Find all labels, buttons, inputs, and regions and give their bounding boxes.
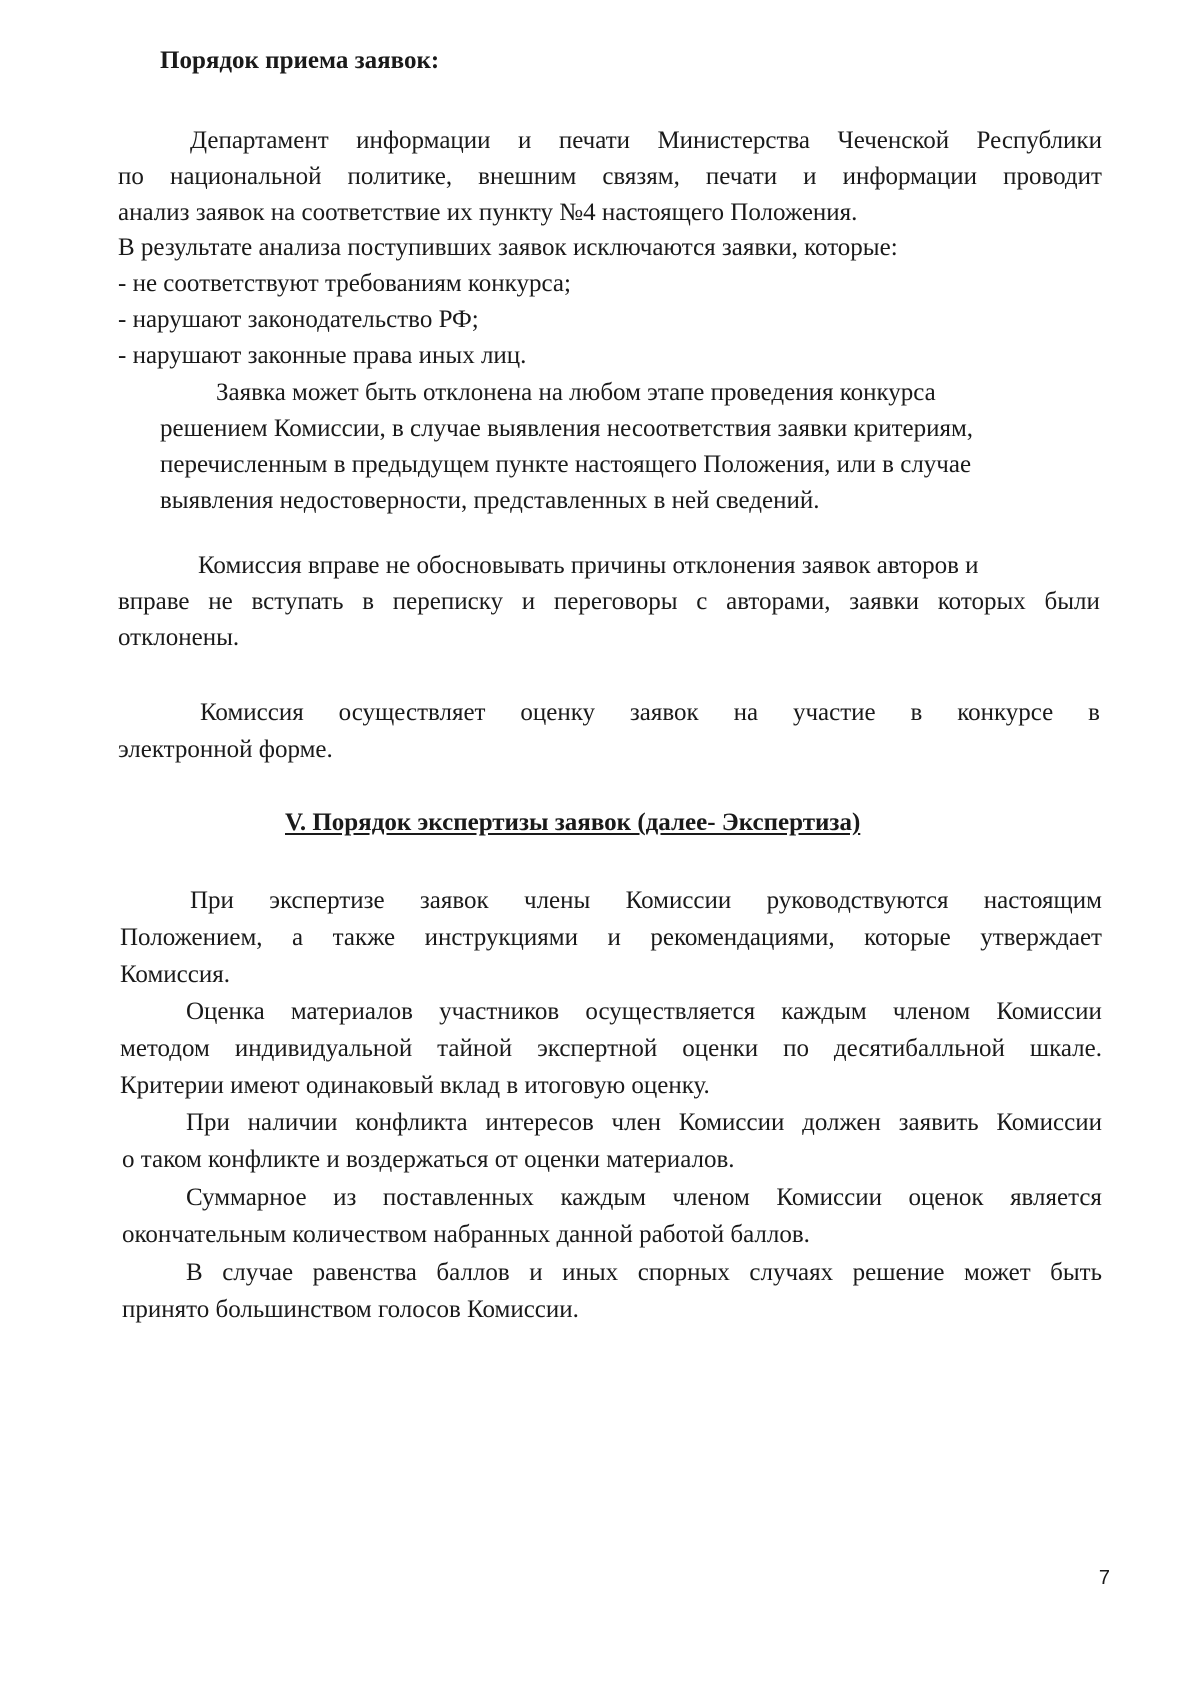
list-item: - нарушают законные права иных лиц. xyxy=(118,342,527,369)
paragraph-line: Положением, а также инструкциями и рекомендациями, которые утверждает xyxy=(120,924,1102,951)
paragraph-line: отклонены. xyxy=(118,624,240,651)
paragraph-line: Критерии имеют одинаковый вклад в итоговую оценку. xyxy=(120,1072,710,1099)
paragraph-line: методом индивидуальной тайной экспертной оценки по десятибалльной шкале. xyxy=(120,1035,1102,1062)
paragraph-line: электронной форме. xyxy=(118,736,333,763)
paragraph-line: При экспертизе заявок члены Комиссии руководствуются настоящим xyxy=(190,887,1102,914)
section-heading-expertise: V. Порядок экспертизы заявок (далее- Экспертиза) xyxy=(285,809,861,836)
paragraph-line: окончательным количеством набранных данной работой баллов. xyxy=(122,1221,810,1248)
paragraph-line: вправе не вступать в переписку и переговоры с авторами, заявки которых были xyxy=(118,588,1100,615)
paragraph-line: При наличии конфликта интересов член Комиссии должен заявить Комиссии xyxy=(186,1109,1102,1136)
list-item: - нарушают законодательство РФ; xyxy=(118,306,479,333)
section-heading-intake: Порядок приема заявок: xyxy=(160,47,440,74)
paragraph-line: решением Комиссии, в случае выявления несоответствия заявки критериям, xyxy=(160,415,974,442)
paragraph-line: о таком конфликте и воздержаться от оценки материалов. xyxy=(122,1146,735,1173)
paragraph-line: В случае равенства баллов и иных спорных случаях решение может быть xyxy=(186,1259,1102,1286)
paragraph-line: Комиссия вправе не обосновывать причины отклонения заявок авторов и xyxy=(198,552,979,579)
paragraph-line: Суммарное из поставленных каждым членом Комиссии оценок является xyxy=(186,1184,1102,1211)
paragraph-line: по национальной политике, внешним связям, печати и информации проводит xyxy=(118,163,1102,190)
paragraph-line: Заявка может быть отклонена на любом этапе проведения конкурса xyxy=(216,379,936,406)
paragraph-line: анализ заявок на соответствие их пункту №4 настоящего Положения. xyxy=(118,199,858,226)
page-number: 7 xyxy=(1098,1567,1110,1589)
paragraph-line: выявления недостоверности, представленных в ней сведений. xyxy=(160,487,820,514)
list-item: - не соответствуют требованиям конкурса; xyxy=(118,270,571,297)
paragraph-line: принято большинством голосов Комиссии. xyxy=(122,1296,579,1323)
paragraph-line: В результате анализа поступивших заявок исключаются заявки, которые: xyxy=(118,234,898,261)
paragraph-line: Комиссия. xyxy=(120,961,230,988)
paragraph-line: Департамент информации и печати Министерства Чеченской Республики xyxy=(190,127,1102,154)
paragraph-line: перечисленным в предыдущем пункте настоящего Положения, или в случае xyxy=(160,451,972,478)
paragraph-line: Комиссия осуществляет оценку заявок на участие в конкурсе в xyxy=(200,699,1100,726)
paragraph-line: Оценка материалов участников осуществляется каждым членом Комиссии xyxy=(186,998,1102,1025)
